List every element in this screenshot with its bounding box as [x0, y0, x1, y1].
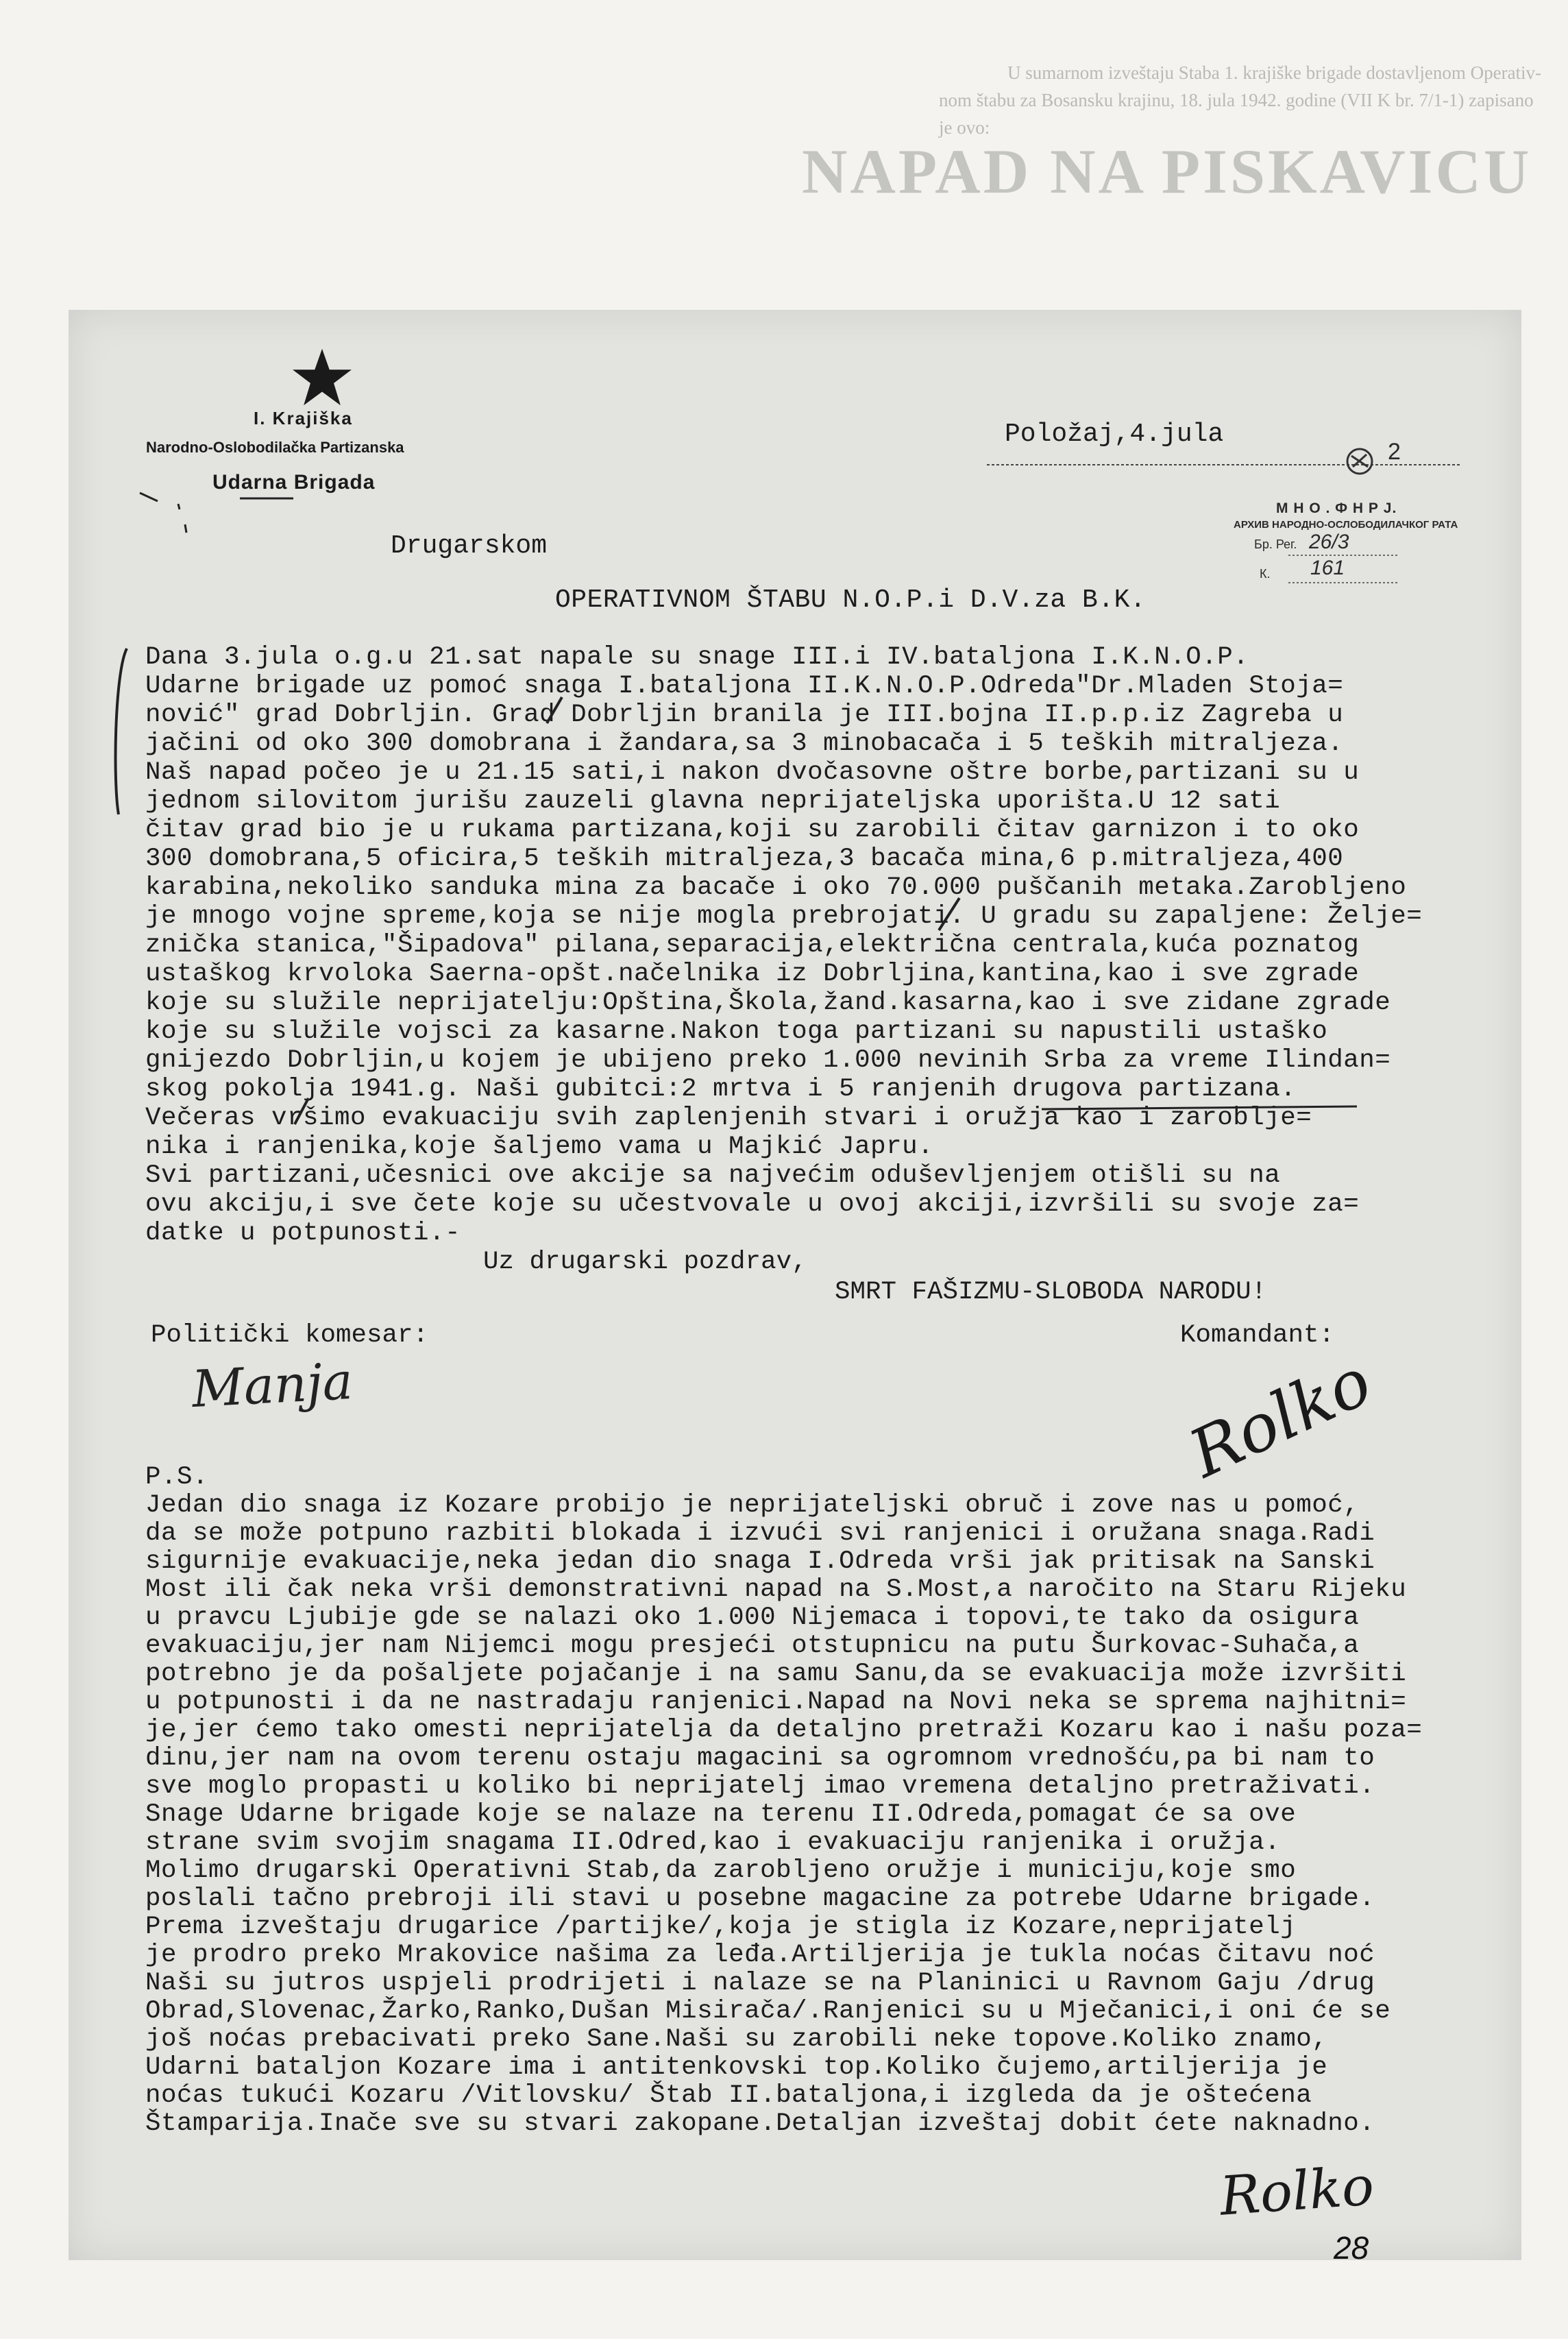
- ps-line-18: Naši su jutros uspjeli prodrijeti i nalaze se na Planinici u Ravnom Gaju /drug: [145, 1969, 1375, 1998]
- body-line-12: ustaškog krvoloka Saerna-opšt.načelnika iz Dobrljina,kantina,kao i sve zgrade: [145, 960, 1360, 989]
- ps-line-21: Udarni bataljon Kozare ima i antitenkovski top.Koliko čujemo,artiljerija je: [145, 2053, 1328, 2082]
- ps-line-6: evakuaciju,jer nam Nijemci mogu presjeći otstupnicu na putu Šurkovac-Suhača,a: [145, 1632, 1360, 1660]
- body-line-6: jednom silovitom jurišu zauzeli glavna neprijateljska uporišta.U 12 sati: [145, 787, 1281, 816]
- stamp-reg-value: 26/3: [1309, 531, 1349, 553]
- stamp-reg-label: Бр. Рег.: [1254, 537, 1297, 551]
- body-line-16: skog pokolja 1941.g. Naši gubitci:2 mrtva i 5 ranjenih drugova partizana.: [145, 1075, 1297, 1104]
- ps-line-11: sve moglo propasti u koliko bi neprijatelj imao vremena detaljno pretraživati.: [145, 1772, 1375, 1801]
- commissar-signature: Manja: [190, 1351, 354, 1420]
- body-line-20: ovu akciju,i sve čete koje su učestvovale u ovoj akciji,izvršili su svoje za=: [145, 1190, 1360, 1219]
- body-line-21: datke u potpunosti.-: [145, 1219, 461, 1248]
- recipient-line-2: OPERATIVNOM ŠTABU N.O.P.i D.V.za B.K.: [555, 585, 1147, 615]
- ps-line-15: poslali tačno prebroji ili stavi u posebne magacine za potrebe Udarne brigade.: [145, 1884, 1375, 1913]
- body-line-4: jačini od oko 300 domobrana i žandara,sa 3 minobacača i 5 teških mitraljeza.: [145, 729, 1344, 758]
- body-line-9: karabina,nekoliko sanduka mina za bacače i oko 70.000 puščanih metaka.Zarobljeno: [145, 873, 1407, 902]
- body-line-15: gnijezdo Dobrljin,u kojem je ubijeno preko 1.000 nevinih Srba za vreme Ilindan=: [145, 1046, 1391, 1075]
- ps-line-7: potrebno je da pošaljete pojačanje i na samu Sanu,da se evakuacija može izvršiti: [145, 1660, 1407, 1688]
- body-line-18: nika i ranjenika,koje šaljemo vama u Majkić Japru.: [145, 1132, 934, 1161]
- letterhead-line-2: Narodno-Oslobodilačka Partizanska: [146, 439, 404, 456]
- background-book-text: [0, 0, 1568, 315]
- ps-line-8: u potpunosti i da ne nastradaju ranjenici.Napad na Novi neka se sprema najhitni=: [145, 1688, 1407, 1717]
- ps-line-17: je prodro preko Mrakovice našima za leđa.Artiljerija je tukla noćas čitavu noć: [145, 1941, 1375, 1970]
- ghost-line-2: nom štabu za Bosansku krajinu, 18. jula 1942. godine (VII K br. 7/1-1) zapisano: [939, 90, 1534, 110]
- letterhead-line-3: Udarna Brigada: [212, 471, 376, 494]
- slogan: SMRT FAŠIZMU-SLOBODA NARODU!: [835, 1278, 1267, 1307]
- greeting: Uz drugarski pozdrav,: [483, 1248, 807, 1276]
- commander-label: Komandant:: [1180, 1321, 1335, 1350]
- body-line-1: Dana 3.jula o.g.u 21.sat napale su snage III.i IV.bataljona I.K.N.O.P.: [145, 643, 1249, 672]
- ps-line-13: strane svim svojim snagama II.Odred,kao i evakuaciju ranjenika i oružja.: [145, 1828, 1281, 1857]
- ps-line-10: dinu,jer nam na ovom terenu ostaju magacini sa ogromnom vrednošću,pa bi nam to: [145, 1744, 1375, 1773]
- ps-line-4: Most ili čak neka vrši demonstrativni napad na S.Most,a naročito na Staru Rijeku: [145, 1575, 1407, 1604]
- body-line-13: koje su služile neprijatelju:Opština,Škola,žand.kasarna,kao i sve zidane zgrade: [145, 989, 1391, 1017]
- place-date: Položaj,4.jula: [1005, 420, 1224, 449]
- ps-line-2: da se može potpuno razbiti blokada i izvući svi ranjenici i oružana snaga.Radi: [145, 1519, 1375, 1548]
- ps-line-19: Obrad,Slovenac,Žarko,Ranko,Dušan Misirača/.Ranjenici su u Mječanici,i oni će se: [145, 1997, 1391, 2026]
- body-line-7: čitav grad bio je u rukama partizana,koji su zarobili čitav garnizon i to oko: [145, 816, 1360, 845]
- ps-line-14: Molimo drugarski Operativni Stab,da zarobljeno oružje i municiju,koje smo: [145, 1856, 1297, 1885]
- body-line-2: Udarne brigade uz pomoć snaga I.bataljona II.K.N.O.P.Odreda"Dr.Mladen Stoja=: [145, 672, 1344, 701]
- ps-line-16: Prema izveštaju drugarice /partijke/,koja je stigla iz Kozare,neprijatelj: [145, 1913, 1297, 1941]
- body-line-11: znička stanica,"Šipadova" pilana,separacija,električna centrala,kuća poznatog: [145, 931, 1360, 960]
- ghost-line-3: je ovo:: [939, 117, 990, 138]
- body-line-10: je mnogo vojne spreme,koja se nije mogla prebrojati. U gradu su zapaljene: Želje=: [145, 902, 1423, 931]
- stamp-k-value: 161: [1310, 557, 1345, 579]
- body-line-17: Večeras vršimo evakuaciju svih zaplenjenih stvari i oružja kao i zarobljе=: [145, 1104, 1312, 1132]
- ghost-line-1: U sumarnom izveštaju Staba 1. krajiške brigade dostavljenom Operativ-: [1007, 62, 1542, 83]
- stamp-line-1: М Н О . Ф Н Р Ј.: [1276, 500, 1397, 516]
- ps-line-12: Snage Udarne brigade koje se nalaze na terenu II.Odreda,pomagat će sa ove: [145, 1800, 1297, 1829]
- pen-annotations: [69, 310, 1521, 1270]
- letterhead-line-1: I. Krajiška: [254, 408, 353, 428]
- ps-line-23: Štamparija.Inače sve su stvari zakopane.Detaljan izveštaj dobit ćete naknadno.: [145, 2109, 1375, 2138]
- stamp-k-label: К.: [1260, 567, 1271, 581]
- recipient-line-1: Drugarskom: [391, 531, 548, 561]
- ps-line-5: u pravcu Ljubije gde se nalazi oko 1.000 Nijemaca i topovi,te tako da osigura: [145, 1603, 1360, 1632]
- body-line-3: nović" grad Dobrljin. Grad Dobrljin branila je III.bojna II.p.p.iz Zagreba u: [145, 701, 1344, 729]
- ps-line-9: je,jer ćemo tako omesti neprijatelja da detaljno pretraži Kozaru kao i našu poza=: [145, 1716, 1423, 1745]
- ps-label: P.S.: [145, 1463, 209, 1492]
- stamp-corner-mark: 2: [1388, 439, 1401, 465]
- commissar-label: Politički komesar:: [151, 1321, 429, 1350]
- ghost-heading: NAPAD NA PISKAVICU: [802, 136, 1532, 206]
- ps-line-1: Jedan dio snaga iz Kozare probijo je neprijateljski obruč i zove nas u pomoć,: [145, 1491, 1360, 1520]
- ps-line-3: sigurnije evakuacije,neka jedan dio snaga I.Odreda vrši jak pritisak na Sanski: [145, 1547, 1375, 1576]
- body-line-14: koje su služile vojsci za kasarne.Nakon toga partizani su napustili ustaško: [145, 1017, 1328, 1046]
- page-number: 28: [1334, 2230, 1369, 2266]
- document-sheet: [69, 310, 1521, 2260]
- body-line-19: Svi partizani,učesnici ove akcije sa najvećim oduševljenjem otišli su na: [145, 1161, 1281, 1190]
- body-line-5: Naš napad počeo je u 21.15 sati,i nakon dvočasovne oštre borbe,partizani su u: [145, 758, 1360, 787]
- body-line-8: 300 domobrana,5 oficira,5 teških mitraljeza,3 bacača mina,6 p.mitraljeza,400: [145, 845, 1344, 873]
- ps-signature: Rolko: [1218, 2155, 1376, 2228]
- ps-line-22: noćas tukući Kozaru /Vitlovsku/ Štab II.bataljona,i izgleda da je oštećena: [145, 2081, 1312, 2110]
- stamp-line-2: АРХИВ НАРОДНО-ОСЛОБОДИЛАЧКОГ РАТА: [1234, 519, 1458, 531]
- commander-signature: Rolko: [1178, 1342, 1383, 1493]
- ps-line-20: još noćas prebacivati preko Sane.Naši su zarobili neke topove.Koliko znamo,: [145, 2025, 1328, 2054]
